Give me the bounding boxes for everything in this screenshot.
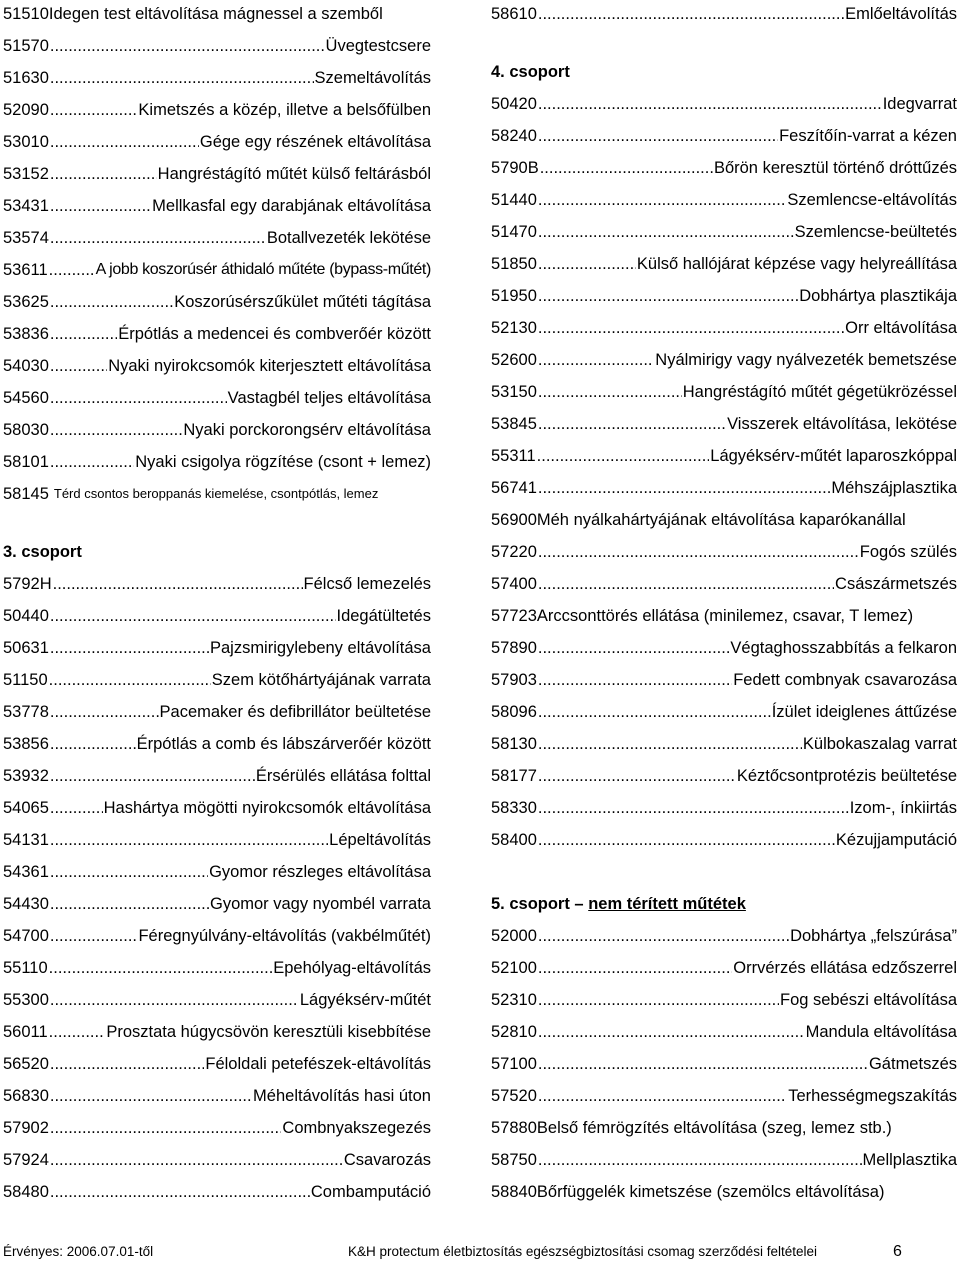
procedure-name: Kimetszés a közép, illetve a belsőfülben bbox=[138, 101, 431, 119]
procedure-row bbox=[491, 634, 957, 658]
dot-leader bbox=[538, 702, 771, 722]
procedure-row bbox=[491, 794, 957, 818]
procedure-name: Nyálmirigy vagy nyálvezeték bemetszése bbox=[655, 351, 957, 369]
dot-leader bbox=[538, 830, 835, 850]
procedure-name: Szem kötőhártyájának varrata bbox=[211, 671, 431, 689]
procedure-code: 56011 bbox=[3, 1023, 48, 1041]
procedure-row bbox=[491, 122, 957, 146]
procedure-row bbox=[3, 96, 431, 120]
procedure-code: 54361 bbox=[3, 863, 49, 881]
procedure-code: 54131 bbox=[3, 831, 49, 849]
procedure-row bbox=[3, 288, 431, 312]
procedure-row bbox=[491, 762, 957, 786]
procedure-row bbox=[3, 480, 431, 504]
procedure-name: Mandula eltávolítása bbox=[805, 1023, 957, 1041]
procedure-code: 51470 bbox=[491, 223, 537, 241]
procedure-code: 57924 bbox=[3, 1151, 49, 1169]
procedure-row bbox=[3, 890, 431, 914]
dot-leader bbox=[50, 292, 173, 312]
procedure-row bbox=[3, 826, 431, 850]
procedure-row bbox=[491, 1082, 957, 1106]
procedure-row bbox=[3, 64, 431, 88]
procedure-code: 54430 bbox=[3, 895, 49, 913]
dot-leader bbox=[538, 638, 730, 658]
procedure-code: 51850 bbox=[491, 255, 537, 273]
document-title: K&H protectum életbiztosítás egészségbiztosítási csomag szerződési feltételei bbox=[348, 1244, 817, 1259]
procedure-name: Lágyéksérv-műtét bbox=[299, 991, 431, 1009]
procedure-name: Bőrfüggelék kimetszése (szemölcs eltávolítása) bbox=[536, 1183, 885, 1201]
procedure-name: Izom-, ínkiirtás bbox=[849, 799, 957, 817]
procedure-code: 54560 bbox=[3, 389, 49, 407]
procedure-code: 58330 bbox=[491, 799, 537, 817]
procedure-code: 58030 bbox=[3, 421, 49, 439]
dot-leader bbox=[538, 414, 726, 434]
procedure-code: 57880 bbox=[491, 1119, 537, 1137]
procedure-code: 58750 bbox=[491, 1151, 537, 1169]
dot-leader bbox=[50, 638, 209, 658]
dot-leader bbox=[50, 324, 117, 344]
procedure-name: Külső hallójárat képzése vagy helyreállítása bbox=[636, 255, 957, 273]
procedure-name: Gége egy részének eltávolítása bbox=[199, 133, 431, 151]
dot-leader bbox=[50, 766, 255, 786]
procedure-code: 5792H bbox=[3, 575, 52, 593]
procedure-name: Botallvezeték lekötése bbox=[266, 229, 431, 247]
dot-leader bbox=[50, 36, 325, 56]
dot-leader bbox=[538, 126, 778, 146]
procedure-code: 50440 bbox=[3, 607, 49, 625]
procedure-row bbox=[3, 32, 431, 56]
procedure-name: Gyomor részleges eltávolítása bbox=[209, 863, 431, 881]
dot-leader bbox=[537, 446, 710, 466]
procedure-code: 53932 bbox=[3, 767, 49, 785]
procedure-row bbox=[491, 602, 957, 626]
procedure-row bbox=[491, 570, 957, 594]
procedure-name: Idegen test eltávolítása mágnessel a szemből bbox=[48, 5, 383, 23]
procedure-name: Nyaki csigolya rögzítése (csont + lemez) bbox=[135, 453, 431, 471]
procedure-name: Fogós szülés bbox=[859, 543, 957, 561]
dot-leader bbox=[538, 1054, 868, 1074]
procedure-name: Orrvérzés ellátása edzőszerrel bbox=[733, 959, 957, 977]
dot-leader bbox=[538, 958, 732, 978]
procedure-row bbox=[3, 762, 431, 786]
procedure-row bbox=[3, 602, 431, 626]
procedure-row bbox=[491, 218, 957, 242]
procedure-name: Bőrön keresztül történő dróttűzés bbox=[713, 159, 957, 177]
procedure-code: 58145 bbox=[3, 485, 49, 503]
procedure-name: Mellplasztika bbox=[862, 1151, 957, 1169]
procedure-row bbox=[491, 442, 957, 466]
procedure-name: Prosztata húgycsövön keresztüli kisebbítése bbox=[106, 1023, 431, 1041]
dot-leader bbox=[538, 1150, 862, 1170]
procedure-name: Idegvarrat bbox=[882, 95, 957, 113]
procedure-code: 50420 bbox=[491, 95, 537, 113]
procedure-row bbox=[491, 474, 957, 498]
procedure-row bbox=[3, 1050, 431, 1074]
procedure-row bbox=[491, 1114, 957, 1138]
procedure-name: Combamputáció bbox=[310, 1183, 431, 1201]
validity-date: Érvényes: 2006.07.01-től bbox=[3, 1244, 154, 1259]
procedure-name: Szemlencse-eltávolítás bbox=[787, 191, 957, 209]
procedure-name: Idegátültetés bbox=[336, 607, 431, 625]
procedure-row bbox=[491, 250, 957, 274]
procedure-name: Emlőeltávolítás bbox=[845, 5, 957, 23]
dot-leader bbox=[50, 1150, 343, 1170]
procedure-code: 51950 bbox=[491, 287, 537, 305]
procedure-code: 58240 bbox=[491, 127, 537, 145]
procedure-row bbox=[491, 314, 957, 338]
procedure-row bbox=[491, 922, 957, 946]
procedure-code: 54700 bbox=[3, 927, 49, 945]
dot-leader bbox=[49, 1022, 106, 1042]
procedure-row bbox=[3, 128, 431, 152]
procedure-name: Orr eltávolítása bbox=[845, 319, 957, 337]
procedure-name: Hangréstágító műtét gégetükrözéssel bbox=[682, 383, 957, 401]
procedure-code: 51440 bbox=[491, 191, 537, 209]
procedure-code: 56830 bbox=[3, 1087, 49, 1105]
procedure-row bbox=[491, 0, 957, 24]
procedure-code: 51570 bbox=[3, 37, 49, 55]
dot-leader bbox=[538, 798, 849, 818]
group-4-heading: 4. csoport bbox=[491, 63, 570, 81]
procedure-code: 53010 bbox=[3, 133, 49, 151]
procedure-row bbox=[491, 986, 957, 1010]
procedure-row bbox=[3, 160, 431, 184]
dot-leader bbox=[50, 830, 328, 850]
dot-leader bbox=[538, 286, 798, 306]
page-number: 6 bbox=[893, 1243, 902, 1260]
dot-leader bbox=[50, 452, 134, 472]
dot-leader bbox=[50, 702, 159, 722]
procedure-code: 56520 bbox=[3, 1055, 49, 1073]
dot-leader bbox=[538, 94, 882, 114]
dot-leader bbox=[50, 990, 299, 1010]
procedure-name: Fedett combnyak csavarozása bbox=[733, 671, 957, 689]
procedure-row bbox=[3, 794, 431, 818]
dot-leader bbox=[538, 734, 802, 754]
procedure-name: Combnyakszegezés bbox=[282, 1119, 431, 1137]
procedure-row bbox=[3, 634, 431, 658]
procedure-name: Epehólyag-eltávolítás bbox=[273, 959, 431, 977]
procedure-name: Csavarozás bbox=[343, 1151, 431, 1169]
procedure-code: 58101 bbox=[3, 453, 49, 471]
dot-leader bbox=[50, 228, 266, 248]
procedure-name: Méheltávolítás hasi úton bbox=[253, 1087, 431, 1105]
procedure-row bbox=[3, 1114, 431, 1138]
dot-leader bbox=[50, 926, 138, 946]
dot-leader bbox=[538, 990, 779, 1010]
procedure-row bbox=[491, 666, 957, 690]
dot-leader bbox=[538, 222, 794, 242]
dot-leader bbox=[538, 318, 844, 338]
dot-leader bbox=[50, 388, 227, 408]
dot-leader bbox=[538, 190, 786, 210]
procedure-code: 53611 bbox=[3, 261, 48, 279]
procedure-name: Hangréstágító műtét külső feltárásból bbox=[157, 165, 431, 183]
procedure-name: Féloldali petefészek-eltávolítás bbox=[205, 1055, 431, 1073]
procedure-row bbox=[3, 320, 431, 344]
dot-leader bbox=[50, 164, 157, 184]
procedure-row bbox=[3, 416, 431, 440]
procedure-name: Visszerek eltávolítása, lekötése bbox=[727, 415, 957, 433]
procedure-row bbox=[3, 448, 431, 472]
procedure-row bbox=[3, 224, 431, 248]
procedure-name: Pajzsmirigylebeny eltávolítása bbox=[209, 639, 431, 657]
procedure-code: 58480 bbox=[3, 1183, 49, 1201]
procedure-code: 53431 bbox=[3, 197, 49, 215]
procedure-code: 57890 bbox=[491, 639, 537, 657]
procedure-code: 53150 bbox=[491, 383, 537, 401]
procedure-name: Térd csontos beroppanás kiemelése, csontpótlás, lemez bbox=[53, 486, 379, 501]
page-footer bbox=[3, 1243, 957, 1265]
dot-leader bbox=[538, 478, 830, 498]
procedure-row bbox=[491, 506, 957, 530]
procedure-code: 57902 bbox=[3, 1119, 49, 1137]
procedure-row bbox=[491, 1178, 957, 1202]
dot-leader bbox=[50, 132, 199, 152]
procedure-row bbox=[491, 730, 957, 754]
dot-leader bbox=[538, 542, 859, 562]
procedure-code: 52810 bbox=[491, 1023, 537, 1041]
procedure-row bbox=[491, 954, 957, 978]
procedure-name: Nyaki nyirokcsomók kiterjesztett eltávolítása bbox=[108, 357, 431, 375]
procedure-code: 51510 bbox=[3, 5, 49, 23]
group-5-heading: 5. csoport – nem térített műtétek bbox=[491, 895, 746, 913]
procedure-code: 53836 bbox=[3, 325, 49, 343]
procedure-row bbox=[491, 186, 957, 210]
dot-leader bbox=[50, 862, 208, 882]
procedure-code: 58130 bbox=[491, 735, 537, 753]
procedure-name: Külbokaszalag varrat bbox=[802, 735, 957, 753]
dot-leader bbox=[50, 798, 103, 818]
dot-leader bbox=[538, 926, 789, 946]
procedure-code: 57520 bbox=[491, 1087, 537, 1105]
procedure-row bbox=[491, 698, 957, 722]
procedure-code: 58610 bbox=[491, 5, 537, 23]
procedure-name: Félcső lemezelés bbox=[303, 575, 431, 593]
dot-leader bbox=[538, 766, 736, 786]
procedure-row bbox=[3, 352, 431, 376]
dot-leader bbox=[538, 4, 844, 24]
procedure-name: Terhességmegszakítás bbox=[788, 1087, 957, 1105]
dot-leader bbox=[50, 894, 209, 914]
procedure-code: 51630 bbox=[3, 69, 49, 87]
procedure-name: Nyaki porckorongsérv eltávolítása bbox=[183, 421, 431, 439]
procedure-name: Üvegtestcsere bbox=[325, 37, 431, 55]
procedure-row bbox=[3, 1018, 431, 1042]
procedure-row bbox=[491, 378, 957, 402]
procedure-name: Szemeltávolítás bbox=[314, 69, 431, 87]
procedure-name: A jobb koszorúsér áthidaló műtéte (bypass-műtét) bbox=[95, 261, 431, 278]
procedure-name: Féregnyúlvány-eltávolítás (vakbélműtét) bbox=[138, 927, 431, 945]
dot-leader bbox=[538, 670, 732, 690]
procedure-name: Kéztőcsontprotézis beültetése bbox=[736, 767, 957, 785]
procedure-code: 58177 bbox=[491, 767, 537, 785]
procedure-code: 57100 bbox=[491, 1055, 537, 1073]
procedure-row bbox=[3, 256, 431, 280]
procedure-code: 56741 bbox=[491, 479, 537, 497]
procedure-code: 54030 bbox=[3, 357, 49, 375]
procedure-code: 57903 bbox=[491, 671, 537, 689]
dot-leader bbox=[49, 260, 95, 280]
procedure-code: 50631 bbox=[3, 639, 49, 657]
dot-leader bbox=[50, 1086, 252, 1106]
procedure-code: 57400 bbox=[491, 575, 537, 593]
procedure-code: 53845 bbox=[491, 415, 537, 433]
dot-leader bbox=[50, 420, 182, 440]
procedure-code: 54065 bbox=[3, 799, 49, 817]
procedure-row bbox=[3, 1082, 431, 1106]
procedure-row bbox=[3, 922, 431, 946]
procedure-code: 52000 bbox=[491, 927, 537, 945]
dot-leader bbox=[50, 1118, 282, 1138]
dot-leader bbox=[50, 734, 136, 754]
procedure-code: 52310 bbox=[491, 991, 537, 1009]
procedure-row bbox=[3, 954, 431, 978]
dot-leader bbox=[53, 574, 303, 594]
procedure-row bbox=[491, 1050, 957, 1074]
dot-leader bbox=[540, 158, 713, 178]
procedure-code: 53574 bbox=[3, 229, 49, 247]
procedure-name: Fog sebészi eltávolítása bbox=[779, 991, 957, 1009]
dot-leader bbox=[538, 574, 834, 594]
procedure-name: Érpótlás a comb és lábszárverőér között bbox=[136, 735, 431, 753]
procedure-row bbox=[3, 570, 431, 594]
procedure-name: Lágyéksérv-műtét laparoszkóppal bbox=[710, 447, 957, 465]
procedure-name: Pacemaker és defibrillátor beültetése bbox=[159, 703, 431, 721]
procedure-row bbox=[491, 90, 957, 114]
dot-leader bbox=[538, 1022, 805, 1042]
dot-leader bbox=[50, 68, 314, 88]
procedure-row bbox=[3, 1178, 431, 1202]
procedure-name: Gátmetszés bbox=[868, 1055, 957, 1073]
procedure-name: Hashártya mögötti nyirokcsomók eltávolítása bbox=[103, 799, 431, 817]
procedure-row bbox=[3, 1146, 431, 1170]
procedure-code: 58096 bbox=[491, 703, 537, 721]
procedure-row bbox=[3, 858, 431, 882]
procedure-code: 53778 bbox=[3, 703, 49, 721]
procedure-name: Dobhártya „felszúrása” bbox=[790, 927, 957, 945]
procedure-name: Dobhártya plasztikája bbox=[799, 287, 957, 305]
procedure-row bbox=[491, 346, 957, 370]
procedure-name: Belső fémrögzítés eltávolítása (szeg, lemez stb.) bbox=[536, 1119, 892, 1137]
procedure-name: Méh nyálkahártyájának eltávolítása kaparókanállal bbox=[536, 511, 906, 529]
procedure-name: Feszítőín-varrat a kézen bbox=[779, 127, 957, 145]
procedure-name: Méhszájplasztika bbox=[831, 479, 957, 497]
procedure-row bbox=[3, 0, 431, 24]
procedure-code: 55311 bbox=[491, 447, 536, 465]
dot-leader bbox=[538, 1086, 787, 1106]
procedure-row bbox=[491, 1146, 957, 1170]
procedure-row bbox=[3, 384, 431, 408]
procedure-name: Érsérülés ellátása folttal bbox=[255, 767, 431, 785]
procedure-row bbox=[3, 192, 431, 216]
dot-leader bbox=[50, 606, 336, 626]
procedure-row bbox=[491, 826, 957, 850]
procedure-name: Mellkasfal egy darabjának eltávolítása bbox=[152, 197, 431, 215]
procedure-name: Végtaghosszabbítás a felkaron bbox=[730, 639, 957, 657]
dot-leader bbox=[50, 196, 151, 216]
procedure-code: 56900 bbox=[491, 511, 537, 529]
procedure-code: 55300 bbox=[3, 991, 49, 1009]
procedure-code: 53625 bbox=[3, 293, 49, 311]
procedure-name: Ízület ideiglenes áttűzése bbox=[771, 703, 957, 721]
dot-leader bbox=[50, 100, 138, 120]
procedure-code: 53152 bbox=[3, 165, 49, 183]
dot-leader bbox=[538, 350, 654, 370]
dot-leader bbox=[538, 254, 636, 274]
procedure-code: 58840 bbox=[491, 1183, 537, 1201]
procedure-row bbox=[491, 282, 957, 306]
procedure-name: Császármetszés bbox=[835, 575, 957, 593]
dot-leader bbox=[50, 356, 107, 376]
dot-leader bbox=[538, 382, 682, 402]
procedure-row bbox=[491, 410, 957, 434]
procedure-name: Gyomor vagy nyombél varrata bbox=[209, 895, 431, 913]
procedure-code: 52600 bbox=[491, 351, 537, 369]
procedure-code: 53856 bbox=[3, 735, 49, 753]
procedure-row bbox=[491, 1018, 957, 1042]
procedure-name: Kézujjamputáció bbox=[835, 831, 957, 849]
procedure-row bbox=[3, 666, 431, 690]
procedure-code: 52090 bbox=[3, 101, 49, 119]
procedure-row bbox=[3, 730, 431, 754]
procedure-code: 52100 bbox=[491, 959, 537, 977]
procedure-name: Vastagbél teljes eltávolítása bbox=[227, 389, 431, 407]
procedure-code: 57220 bbox=[491, 543, 537, 561]
procedure-row bbox=[3, 698, 431, 722]
procedure-code: 58400 bbox=[491, 831, 537, 849]
procedure-name: Koszorúsérszűkület műtéti tágítása bbox=[174, 293, 431, 311]
group-3-heading: 3. csoport bbox=[3, 543, 82, 561]
procedure-code: 52130 bbox=[491, 319, 537, 337]
procedure-name: Arccsonttörés ellátása (minilemez, csavar, T lemez) bbox=[536, 607, 914, 625]
procedure-name: Lépeltávolítás bbox=[329, 831, 431, 849]
procedure-row bbox=[3, 986, 431, 1010]
procedure-row bbox=[491, 538, 957, 562]
procedure-code: 57723 bbox=[491, 607, 537, 625]
procedure-name: Szemlencse-beültetés bbox=[794, 223, 957, 241]
dot-leader bbox=[50, 1054, 204, 1074]
dot-leader bbox=[50, 1182, 310, 1202]
procedure-row bbox=[491, 154, 957, 178]
procedure-code: 5790B bbox=[491, 159, 539, 177]
procedure-code: 55110 bbox=[3, 959, 48, 977]
procedure-code: 51150 bbox=[3, 671, 48, 689]
procedure-name: Érpótlás a medencei és combverőér között bbox=[118, 325, 431, 343]
dot-leader bbox=[49, 958, 273, 978]
dot-leader bbox=[49, 670, 211, 690]
